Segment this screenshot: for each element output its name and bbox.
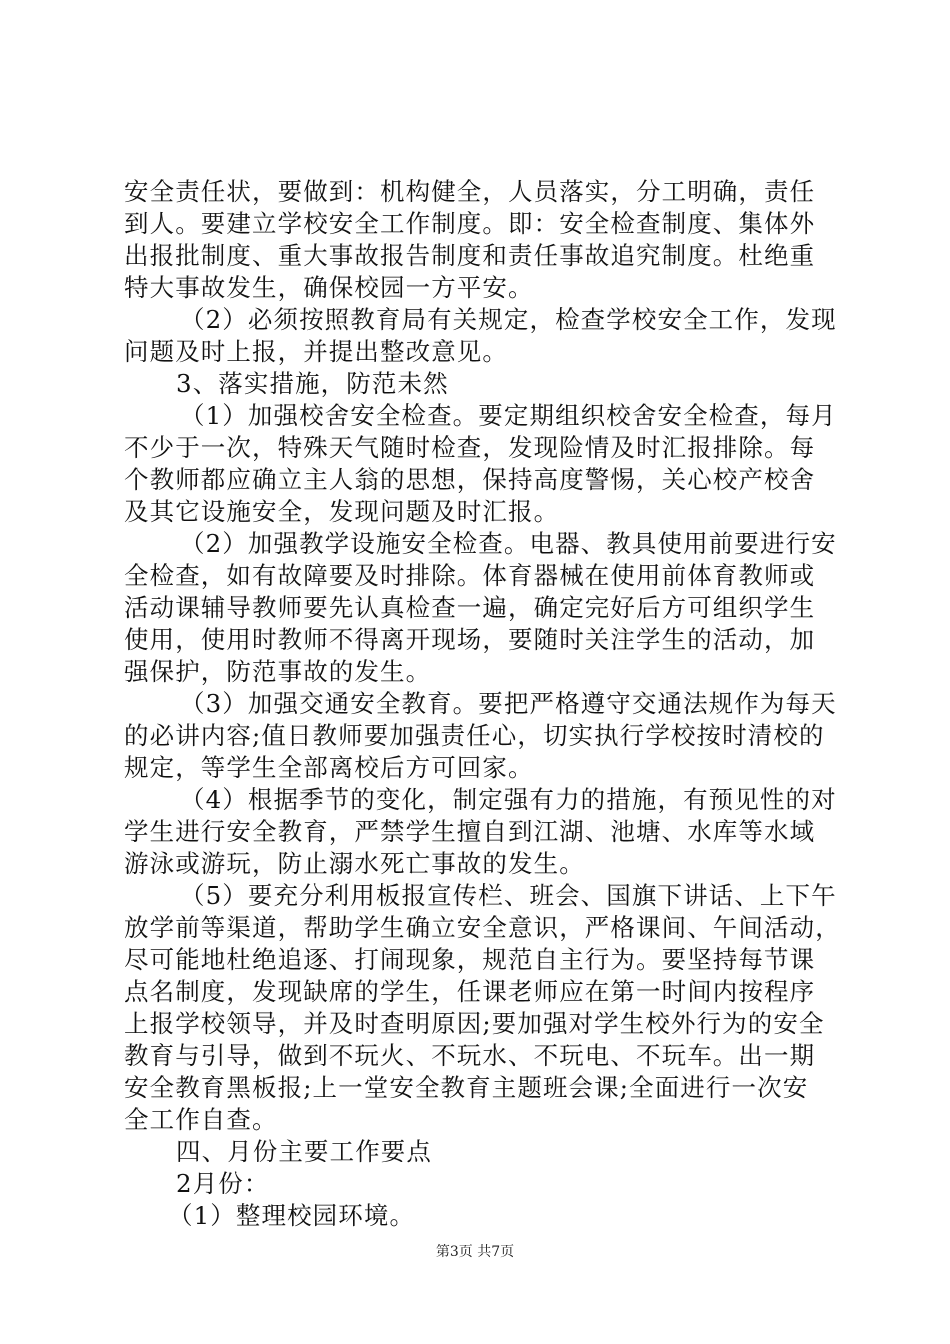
text-line: 点名制度，发现缺席的学生，任课老师应在第一时间内按程序	[124, 977, 816, 1006]
text-line: 放学前等渠道，帮助学生确立安全意识，严格课间、午间活动，	[124, 913, 841, 942]
month-heading: 2月份：	[176, 1169, 270, 1198]
text-line: （4）根据季节的变化，制定强有力的措施，有预见性的对	[180, 785, 837, 814]
text-line: 强保护，防范事故的发生。	[124, 657, 432, 686]
text-line: 出报批制度、重大事故报告制度和责任事故追究制度。杜绝重	[124, 241, 816, 270]
text-line: 教育与引导，做到不玩火、不玩水、不玩电、不玩车。出一期	[124, 1041, 816, 1070]
text-line: 尽可能地杜绝追逐、打闹现象，规范自主行为。要坚持每节课	[124, 945, 816, 974]
text-line: 到人。要建立学校安全工作制度。即：安全检查制度、集体外	[124, 209, 816, 238]
text-line: 学生进行安全教育，严禁学生擅自到江湖、池塘、水库等水域	[124, 817, 816, 846]
text-line: 个教师都应确立主人翁的思想，保持高度警惕，关心校产校舍	[124, 465, 816, 494]
text-line: 使用，使用时教师不得离开现场，要随时关注学生的活动，加	[124, 625, 816, 654]
text-line: 问题及时上报，并提出整改意见。	[124, 337, 508, 366]
text-line: 全检查，如有故障要及时排除。体育器械在使用前体育教师或	[124, 561, 816, 590]
text-line: 安全教育黑板报;上一堂安全教育主题班会课;全面进行一次安	[124, 1073, 809, 1102]
text-line: （2）加强教学设施安全检查。电器、教具使用前要进行安	[180, 529, 837, 558]
text-line: （5）要充分利用板报宣传栏、班会、国旗下讲话、上下午	[180, 881, 837, 910]
section-heading: 四、月份主要工作要点	[176, 1137, 432, 1166]
text-line: 安全责任状，要做到：机构健全，人员落实，分工明确，责任	[124, 177, 816, 206]
text-line: 上报学校领导，并及时查明原因;要加强对学生校外行为的安全	[124, 1009, 825, 1038]
text-line: （2）必须按照教育局有关规定，检查学校安全工作，发现	[180, 305, 837, 334]
text-line: 规定，等学生全部离校后方可回家。	[124, 753, 534, 782]
text-line: 游泳或游玩，防止溺水死亡事故的发生。	[124, 849, 585, 878]
text-line: 特大事故发生，确保校园一方平安。	[124, 273, 534, 302]
text-line: 不少于一次，特殊天气随时检查，发现险情及时汇报排除。每	[124, 433, 816, 462]
text-line: 活动课辅导教师要先认真检查一遍，确定完好后方可组织学生	[124, 593, 816, 622]
text-line: 全工作自查。	[124, 1105, 278, 1134]
text-line: （3）加强交通安全教育。要把严格遵守交通法规作为每天	[180, 689, 837, 718]
text-line: 及其它设施安全，发现问题及时汇报。	[124, 497, 560, 526]
text-line: （1）加强校舍安全检查。要定期组织校舍安全检查，每月	[180, 401, 837, 430]
text-line: 的必讲内容;值日教师要加强责任心，切实执行学校按时清校的	[124, 721, 825, 750]
section-heading: 3、落实措施，防范未然	[176, 369, 449, 398]
text-line: （1）整理校园环境。	[168, 1201, 416, 1230]
page-number-footer: 第3页 共7页	[435, 1244, 515, 1260]
